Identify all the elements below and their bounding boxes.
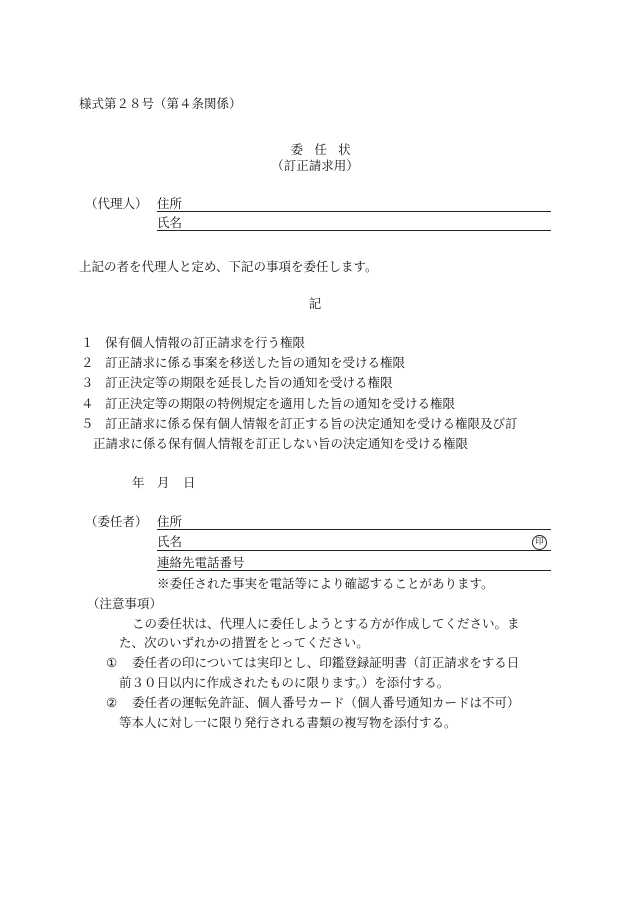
principal-phone-field[interactable]: [157, 570, 551, 571]
form-subtitle: （訂正請求用）: [271, 158, 359, 173]
item-number: ５: [81, 416, 94, 431]
agent-name-field[interactable]: [157, 230, 551, 231]
item-number: １: [81, 335, 94, 350]
item-text-continued: 正請求に係る保有個人情報を訂正しない旨の決定通知を受ける権限: [93, 436, 469, 451]
principal-heading: （委任者）: [85, 514, 148, 529]
ki-heading: 記: [308, 296, 322, 311]
seal-mark: 印: [532, 535, 547, 550]
item-text: 訂正請求に係る保有個人情報を訂正する旨の決定通知を受ける権限及び訂: [105, 416, 518, 431]
note-2-line2: 等本人に対し一に限り発行される書類の複写物を添付する。: [119, 715, 457, 730]
principal-phone-label: 連絡先電話番号: [157, 555, 245, 570]
item-number: ４: [81, 396, 94, 411]
form-title: 委任状: [290, 142, 362, 157]
date-day: 日: [183, 475, 196, 490]
note-1-line2: 前３０日以内に作成されたものに限ります。）を添付する。: [119, 675, 450, 690]
principal-address-field[interactable]: [157, 529, 551, 530]
note-1-line1: 委任者の印については実印とし、印鑑登録証明書（訂正請求をする日: [132, 655, 520, 670]
notes-intro-line1: この委任状は、代理人に委任しようとする方が作成してください。ま: [132, 616, 520, 631]
agent-heading: （代理人）: [85, 196, 148, 211]
date-month: 月: [157, 475, 170, 490]
note-1-marker: ①: [106, 655, 118, 670]
agent-address-label: 住所: [157, 196, 183, 211]
item-text: 訂正決定等の期限を延長した旨の通知を受ける権限: [105, 375, 393, 390]
item-text: 訂正決定等の期限の特例規定を適用した旨の通知を受ける権限: [105, 396, 456, 411]
item-text: 訂正請求に係る事案を移送した旨の通知を受ける権限: [105, 355, 406, 370]
principal-name-field[interactable]: [157, 550, 551, 551]
item-number: ３: [81, 375, 94, 390]
agent-name-label: 氏名: [157, 215, 183, 230]
delegation-statement: 上記の者を代理人と定め、下記の事項を委任します。: [79, 259, 378, 274]
confirm-note: ※委任された事実を電話等により確認することがあります。: [157, 576, 494, 591]
note-2-line1: 委任者の運転免許証、個人番号カード（個人番号通知カードは不可）: [132, 695, 520, 710]
item-number: ２: [81, 355, 94, 370]
principal-address-label: 住所: [157, 514, 183, 529]
date-year: 年: [132, 475, 145, 490]
item-text: 保有個人情報の訂正請求を行う権限: [105, 335, 306, 350]
notes-intro-line2: た、次のいずれかの措置をとってください。: [119, 635, 369, 650]
form-number: 様式第２８号（第４条関係）: [79, 96, 242, 111]
agent-address-field[interactable]: [157, 211, 551, 212]
note-2-marker: ②: [106, 695, 118, 710]
notes-heading: （注意事項）: [87, 596, 163, 611]
principal-name-label: 氏名: [157, 534, 183, 549]
